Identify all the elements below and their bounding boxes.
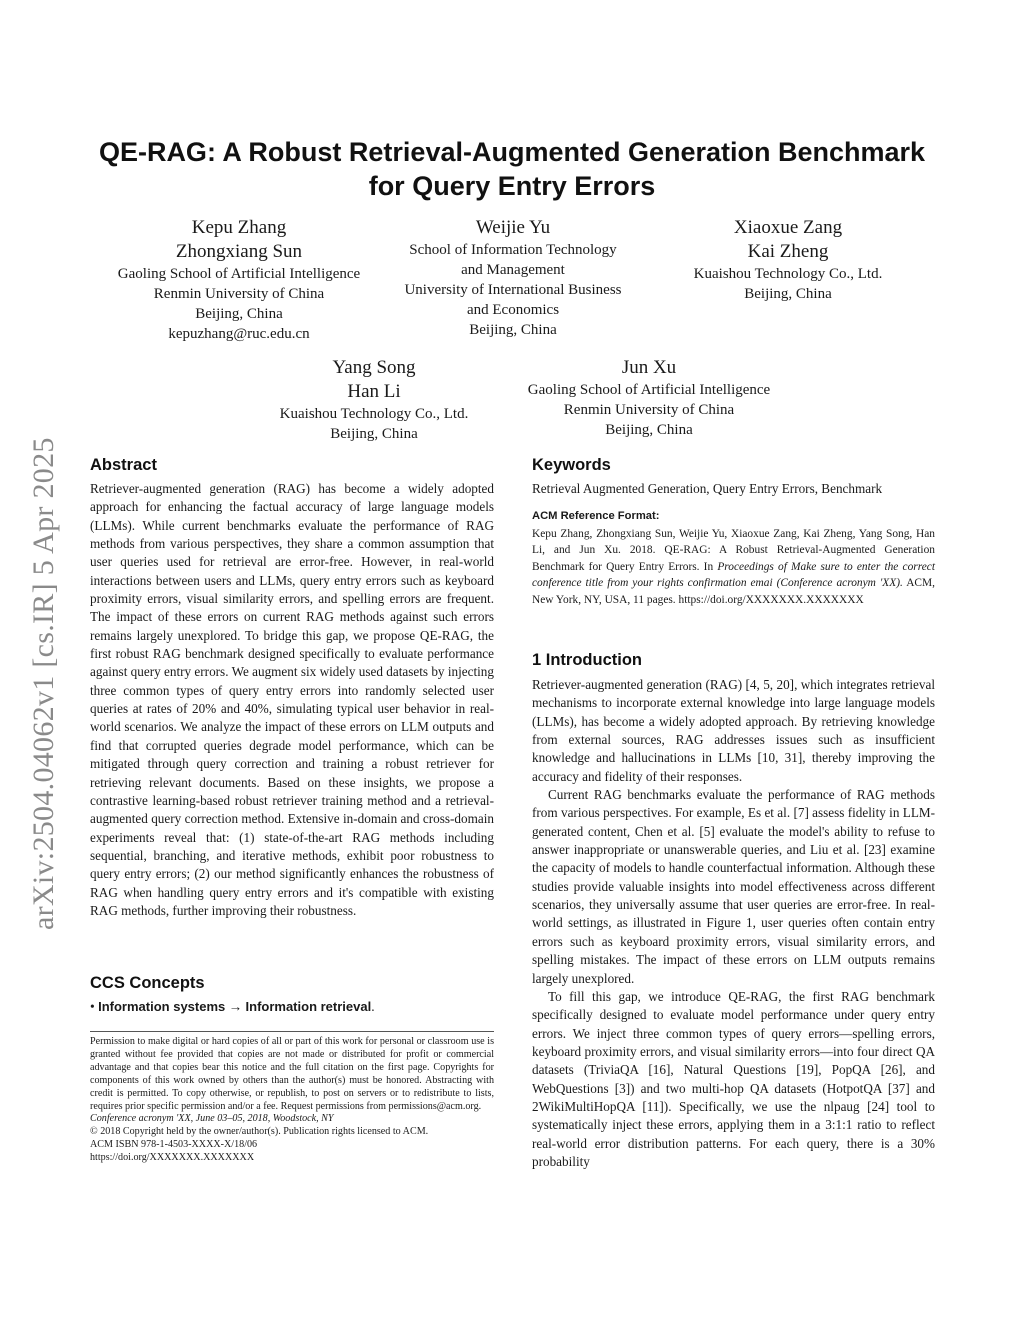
intro-paragraph-2: Current RAG benchmarks evaluate the performance of RAG methods from various perspectives. For example, Es et al. [7] assess fidelity in LLM-generated content, Chen et al. [5] evaluate the model's ability to refuse to answer inappropriate or unanswerable queries, and Liu et al. [23] examine the capacity of models to handle counterfactual information. Although these studies provide valuable insights into model effectiveness across different scenarios, they universally assume that user queries are error-free. In real-world settings, as illustrated in Figure 1, user queries often contain entry errors such as keyboard proximity errors, visual similarity errors, and spelling mistakes. The impact of these errors on LLM outputs remains largely unexplored. — [532, 787, 935, 986]
affiliation-line: School of Information Technology — [409, 242, 617, 258]
author-name: Zhongxiang Sun — [175, 241, 303, 262]
acm-reference-venue: Proceedings of Make sure to enter the correct conference title from your rights confirmation emai (Conference acronym 'XX). — [532, 560, 935, 590]
author-block-song-li — [246, 356, 502, 444]
doi-line: https://doi.org/XXXXXXX.XXXXXXX — [90, 1152, 255, 1164]
acm-reference-heading: ACM Reference Format: — [532, 510, 660, 522]
acm-reference-text: Kepu Zhang, Zhongxiang Sun, Weijie Yu, Xiaoxue Zang, Kai Zheng, Yang Song, Han Li, and Jun Xu. 2018. QE-RAG: A Robust Retrieval-Augmented Generation Benchmark for Query Entry Errors. In — [532, 528, 935, 573]
paper-title — [70, 135, 954, 203]
affiliation-line: Beijing, China — [605, 422, 693, 438]
author-name: Kai Zheng — [747, 241, 829, 262]
abstract-heading: Abstract — [90, 456, 157, 474]
author-block-zang-zheng — [660, 216, 916, 304]
author-name: Xiaoxue Zang — [733, 217, 843, 238]
ccs-concepts — [90, 998, 494, 1016]
author-email: kepuzhang@ruc.edu.cn — [168, 326, 310, 342]
acm-reference-publisher: ACM, New York, NY, USA, 11 pages. https://doi.org/XXXXXXX.XXXXXXX — [532, 577, 936, 606]
author-block-xu — [510, 356, 788, 440]
introduction-body — [532, 676, 935, 1171]
conference-line: Conference acronym 'XX, June 03–05, 2018, Woodstock, NY — [90, 1113, 334, 1125]
affiliation-line: Beijing, China — [330, 426, 418, 442]
author-name: Weijie Yu — [475, 217, 551, 238]
affiliation-line: University of International Business — [404, 282, 622, 298]
affiliation-line: Beijing, China — [744, 286, 832, 302]
affiliation-line: Renmin University of China — [153, 286, 325, 302]
author-name: Yang Song — [332, 357, 416, 378]
title-line-1: QE-RAG: A Robust Retrieval-Augmented Generation Benchmark — [98, 137, 926, 167]
keywords-heading: Keywords — [532, 456, 611, 474]
author-name: Kepu Zhang — [191, 217, 287, 238]
affiliation-line: Kuaishou Technology Co., Ltd. — [693, 266, 883, 282]
introduction-heading: 1 Introduction — [532, 651, 642, 669]
arxiv-identifier-stamp: arXiv:2504.04062v1 [cs.IR] 5 Apr 2025 — [27, 437, 60, 930]
author-block-yu — [380, 216, 646, 340]
author-name: Han Li — [347, 381, 401, 402]
ccs-item-2: Information retrieval — [245, 999, 372, 1014]
ccs-item-1: Information systems — [98, 999, 226, 1014]
author-name: Jun Xu — [621, 357, 677, 378]
title-line-2: for Query Entry Errors — [368, 171, 656, 201]
ccs-bullet: • — [90, 999, 95, 1014]
affiliation-line: Beijing, China — [195, 306, 283, 322]
affiliation-line: Gaoling School of Artificial Intelligence — [527, 382, 771, 398]
affiliation-line: Renmin University of China — [563, 402, 735, 418]
isbn-line: ACM ISBN 978-1-4503-XXXX-X/18/06 — [90, 1139, 258, 1151]
affiliation-line: Gaoling School of Artificial Intelligence — [117, 266, 361, 282]
keywords-text: Retrieval Augmented Generation, Query Entry Errors, Benchmark — [532, 481, 883, 496]
affiliation-line: and Management — [461, 262, 565, 278]
ccs-end: . — [371, 999, 375, 1014]
author-block-zhang-sun — [100, 216, 378, 344]
acm-reference-body — [532, 526, 935, 608]
permission-notice — [90, 1036, 494, 1165]
footnote-divider — [90, 1031, 494, 1032]
affiliation-line: and Economics — [466, 302, 560, 318]
keywords-body — [532, 480, 935, 498]
copyright-line: © 2018 Copyright held by the owner/author(s). Publication rights licensed to ACM. — [90, 1126, 429, 1138]
abstract-paragraph: Retriever-augmented generation (RAG) has become a widely adopted approach for enhancing the factual accuracy of large language models (LLMs). While current benchmarks evaluate the performance of RAG methods from various perspectives, they share a common assumption that user queries used for retrieval are error-free. However, in real-world interactions between users and LLMs, query entry errors such as keyboard proximity errors, visual similarity errors, and spelling errors are frequent. The impact of these errors on current RAG methods against such errors remains largely unexplored. To bridge this gap, we propose QE-RAG, the first robust RAG benchmark designed specifically to evaluate performance against query entry errors. We augment six widely used datasets by injecting three common types of query entry errors into randomly selected user queries at rates of 20% and 40%, simulating typical user behavior in real-world scenarios. We analyze the impact of these errors on LLM outputs and find that corrupted queries degrade model performance, which can be mitigated through query correction and training a robust retriever for retrieving relevant documents. Based on these insights, we propose a contrastive learning-based robust retriever training method and a retrieval-augmented query correction method. Extensive in-domain and cross-domain experiments reveal that: (1) state-of-the-art RAG methods including sequential, branching, and iterative methods, exhibit poor robustness to query entry errors; (2) our method significantly enhances the robustness of RAG when handling query entry errors and it's compatible with existing RAG methods, further improving their robustness. — [90, 481, 494, 918]
ccs-arrow: → — [228, 999, 243, 1014]
affiliation-line: Kuaishou Technology Co., Ltd. — [279, 406, 469, 422]
affiliation-line: Beijing, China — [469, 322, 557, 338]
intro-paragraph-1: Retriever-augmented generation (RAG) [4, 5, 20], which integrates retrieval mechanisms to incorporate external knowledge into large language models (LLMs), has become a widely adopted approach. By retrieving knowledge from external sources, RAG addresses issues such as insufficient knowledge and hallucinations in LLMs [10, 31], thereby improving the accuracy and fidelity of their responses. — [532, 677, 935, 784]
ccs-heading: CCS Concepts — [90, 974, 205, 992]
intro-paragraph-3: To fill this gap, we introduce QE-RAG, the first RAG benchmark specifically designed to evaluate model performance under query entry errors. We inject three common types of query errors—spelling errors, keyboard proximity errors, and visual similarity errors—into four direct QA datasets (TriviaQA [16], Natural Questions [19], PopQA [26], and WebQuestions [3]) and two multi-hop QA datasets (HotpotQA [37] and 2WikiMultiHopQA [11]). Specifically, we use the nlpaug [24] tool to systematically inject these errors, applying them in a 3:1:1 ratio to reflect real-world error distribution patterns. For each query, there is a 30% probability — [532, 988, 935, 1169]
abstract-body — [90, 480, 494, 920]
permission-text: Permission to make digital or hard copies of all or part of this work for personal or classroom use is granted without fee provided that copies are not made or distributed for profit or commercial advantage and that copies bear this notice and the full citation on the first page. Copyrights for components of this work owned by others than the author(s) must be honored. Abstracting with credit is permitted. To copy otherwise, or republish, to post on servers or to redistribute to lists, requires prior specific permission and/or a fee. Request permissions from permissions@acm.org. — [90, 1036, 494, 1112]
